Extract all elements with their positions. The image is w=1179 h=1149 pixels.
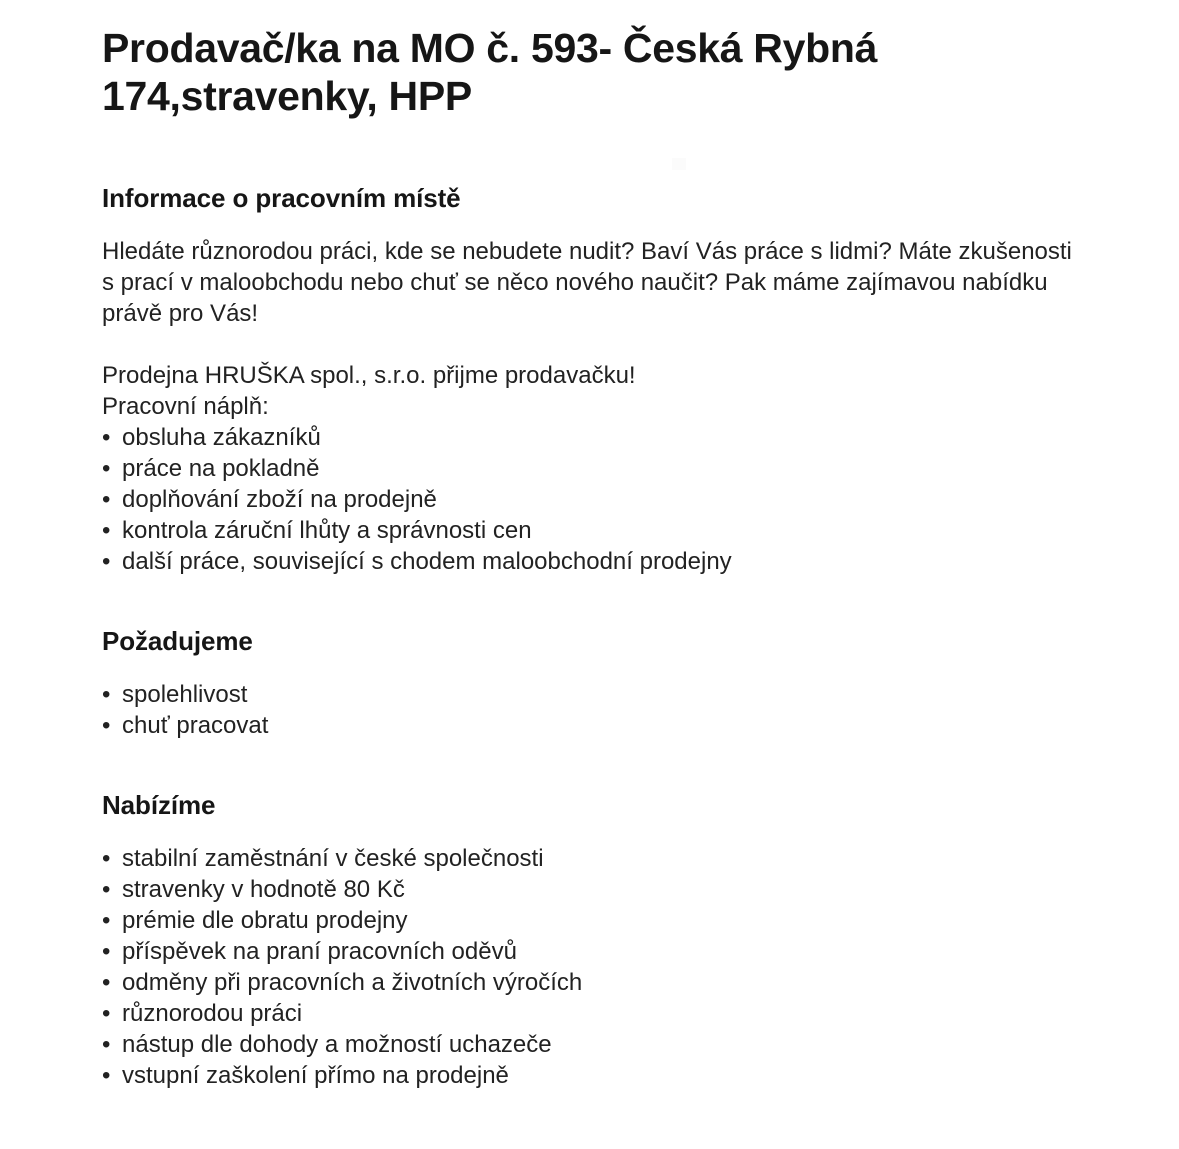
bullet-icon: • [102,907,111,934]
section-requirements [102,625,1102,741]
bullet-icon: • [102,712,111,739]
duties-label: Pracovní náplň: [102,393,269,420]
list-item [102,546,1102,577]
list-item [102,967,1102,998]
list-item [102,874,1102,905]
list-item-label: stabilní zaměstnání v české společnosti [122,845,544,872]
section-heading-offer: Nabízíme [102,790,216,820]
list-item-label: práce na pokladně [122,455,320,482]
list-item [102,710,1102,741]
spacer-heading-1 [102,214,1102,236]
spacer-section-1 [102,577,1179,625]
spacer-intro [102,329,1102,360]
section-intro-paragraph [102,236,1102,329]
bullet-icon: • [102,969,111,996]
page-title-line-1: Prodavač/ka na MO č. 593- Česká Rybná [102,25,878,71]
list-item-label: různorodou práci [122,1000,303,1027]
spacer-heading-3 [102,821,1102,843]
list-item-label: odměny při pracovních a životních výročích [122,969,583,996]
list-item-label: příspěvek na praní pracovních oděvů [122,938,517,965]
list-item-label: další práce, související s chodem maloobchodní prodejny [122,548,732,575]
list-item [102,453,1102,484]
section-heading-information: Informace o pracovním místě [102,183,461,213]
list-item [102,936,1102,967]
list-item [102,1060,1102,1091]
list-item-label: spolehlivost [122,681,248,708]
bullet-icon: • [102,1031,111,1058]
list-item [102,484,1102,515]
list-item-label: prémie dle obratu prodejny [122,907,408,934]
section-heading-requirements: Požadujeme [102,626,253,656]
section-job-information [102,182,1102,577]
intro-line-2: s prací v maloobchodu nebo chuť se něco nového naučit? Pak máme zajímavou nabídku [102,269,1048,296]
scan-artifact [672,158,686,170]
list-item [102,905,1102,936]
section-offer [102,789,1102,1091]
bullet-icon: • [102,424,111,451]
bullet-icon: • [102,455,111,482]
list-item-label: stravenky v hodnotě 80 Kč [122,876,405,903]
spacer-heading-2 [102,657,1102,679]
list-item-label: kontrola záruční lhůty a správnosti cen [122,517,532,544]
spacer-section-2 [102,741,1179,789]
bullet-icon: • [102,548,111,575]
list-item [102,998,1102,1029]
list-item [102,422,1102,453]
bullet-icon: • [102,938,111,965]
intro-line-3: právě pro Vás! [102,300,259,327]
page-title-line-2: 174,stravenky, HPP [102,73,472,119]
list-item-label: doplňování zboží na prodejně [122,486,437,513]
spacer-title [102,120,1179,182]
list-item-label: chuť pracovat [122,712,269,739]
bullet-icon: • [102,681,111,708]
bullet-icon: • [102,876,111,903]
offer-list [102,843,1102,1091]
bullet-icon: • [102,486,111,513]
list-item [102,843,1102,874]
bullet-icon: • [102,1000,111,1027]
bullet-icon: • [102,845,111,872]
bullet-icon: • [102,517,111,544]
list-item-label: obsluha zákazníků [122,424,321,451]
requirements-list [102,679,1102,741]
duties-list [102,422,1102,577]
bullet-icon: • [102,1062,111,1089]
job-duties-block [102,360,1102,577]
company-line: Prodejna HRUŠKA spol., s.r.o. přijme prodavačku! [102,362,636,389]
list-item [102,515,1102,546]
list-item [102,1029,1102,1060]
list-item-label: nástup dle dohody a možností uchazeče [122,1031,552,1058]
list-item-label: vstupní zaškolení přímo na prodejně [122,1062,509,1089]
list-item [102,679,1102,710]
page-title [102,0,1032,120]
intro-line-1: Hledáte různorodou práci, kde se nebudete nudit? Baví Vás práce s lidmi? Máte zkušenosti [102,238,1072,265]
